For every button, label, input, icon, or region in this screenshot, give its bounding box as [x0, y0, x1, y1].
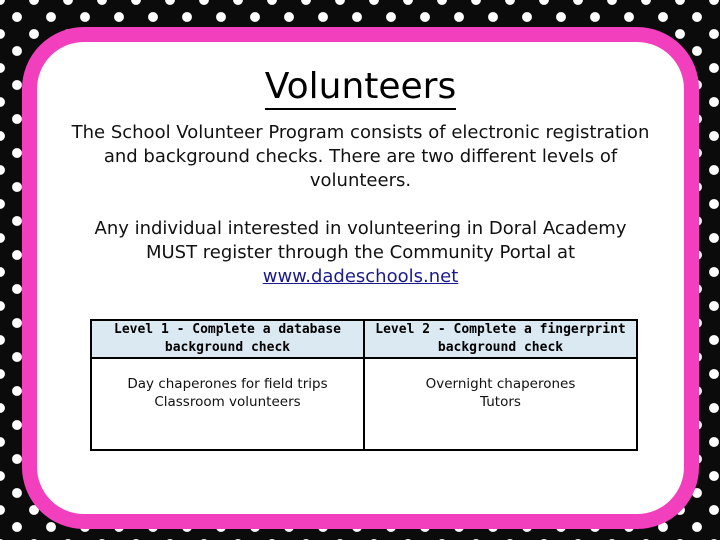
dadeschools-link[interactable]: www.dadeschools.net [262, 266, 459, 287]
list-item: Classroom volunteers [154, 394, 301, 410]
page-title [37, 67, 684, 107]
level-1-heading: Level 1 - Complete a database background check [91, 320, 364, 358]
level-2-duties [364, 358, 637, 450]
level-2-heading: Level 2 - Complete a fingerprint background check [364, 320, 637, 358]
level-1-duties [91, 358, 364, 450]
slide-frame [22, 27, 699, 529]
register-text: Any individual interested in volunteering in Doral Academy MUST register through the Community Portal at [94, 218, 627, 263]
page-title-text: Volunteers [265, 66, 456, 110]
list-item: Tutors [480, 394, 521, 410]
list-item: Day chaperones for field trips [127, 376, 328, 392]
volunteer-levels-table [90, 319, 638, 451]
list-item: Overnight chaperones [425, 376, 576, 392]
table-row [91, 358, 637, 450]
table-header-row [91, 320, 637, 358]
register-paragraph [69, 217, 652, 289]
intro-paragraph: The School Volunteer Program consists of electronic registration and background checks. There are two different levels of volunteers. [71, 122, 650, 191]
